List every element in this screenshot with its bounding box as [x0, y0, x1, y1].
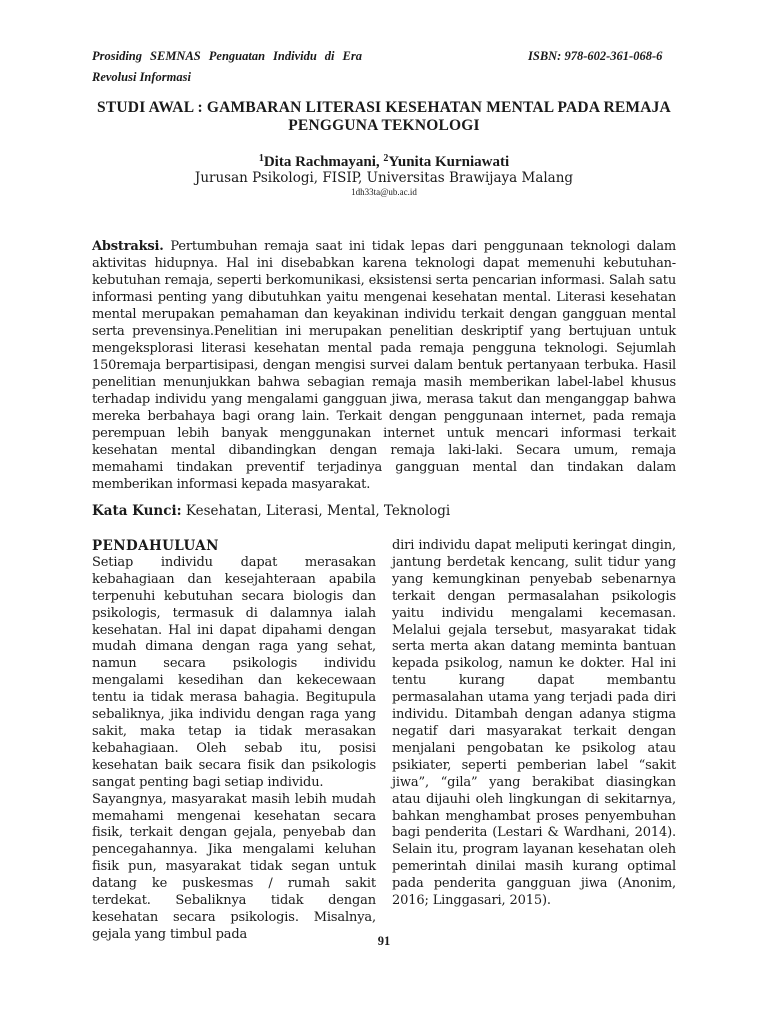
keywords-label: Kata Kunci:: [92, 503, 182, 519]
proceedings-title-line2: Revolusi Informasi: [92, 70, 191, 84]
proceedings-title-line1: Prosiding SEMNAS Penguatan Individu di Era: [92, 49, 362, 63]
affiliation: Jurusan Psikologi, FISIP, Universitas Brawijaya Malang: [194, 170, 574, 186]
intro-paragraph-continued: diri individu dapat meliputi keringat dingin, jantung berdetak kencang, sulit tidur yang yang kemungkinan penyebab sebenarnya terkait dengan permasalahan psikologis yaitu individu mengalami kecemasan. Melalui gejala tersebut, masyarakat tidak serta merta akan datang meminta bantuan kepada psikolog, namun ke dokter. Hal ini tentu kurang dapat membantu permasalahan utama yang terjadi pada diri individu. Ditambah dengan adanya stigma negatif dari masyarakat terkait dengan menjalani pengobatan ke psikolog atau psikiater, seperti pemberian label “sakit jiwa”, “gila” yang berakibat diasingkan atau dijauhi oleh lingkungan di sekitarnya, bahkan menghambat proses penyembuhan bagi penderita (Lestari & Wardhani, 2014). Selain itu, program layanan kesehatan oleh pemerintah dinilai masih kurang optimal pada penderita gangguan jiwa (Anonim, 2016; Linggasari, 2015).: [392, 538, 676, 909]
author1-name: Dita Rachmayani,: [263, 154, 384, 170]
right-column: [392, 538, 676, 910]
author-email: 1dh33ta@ub.ac.id: [351, 187, 417, 197]
intro-paragraph-1: Setiap individu dapat merasakan kebahagiaan dan kesejahteraan apabila terpenuhi kebutuhan secara biologis dan psikologis, termasuk di dalamnya ialah kesehatan. Hal ini dapat dipahami dengan mudah dimana dengan raga yang sehat, namun secara psikologis individu mengalami kesedihan dan kekecewaan tentu ia tidak merasa bahagia. Begitupula sebaliknya, jika individu dengan raga yang sakit, maka tetap ia tidak merasakan kebahagiaan. Oleh sebab itu, posisi kesehatan baik secara fisik dan psikologis sangat penting bagi setiap individu.: [92, 554, 376, 790]
author1-superscript: 1: [258, 153, 264, 164]
proceedings-header: [92, 46, 362, 88]
left-column: [92, 538, 376, 944]
author-list: [92, 150, 676, 171]
abstract-block: [92, 238, 676, 493]
paper-title: [92, 99, 676, 135]
author2-superscript: 2: [383, 153, 389, 164]
abstract-label: Abstraksi.: [92, 239, 164, 254]
keywords-block: [92, 502, 676, 520]
section-heading-pendahuluan: PENDAHULUAN: [92, 538, 219, 554]
page-number: 91: [377, 934, 391, 948]
title-line1: STUDI AWAL : GAMBARAN LITERASI KESEHATAN MENTAL PADA REMAJA: [97, 99, 671, 116]
keywords-text: Kesehatan, Literasi, Mental, Teknologi: [181, 503, 451, 519]
isbn-label: ISBN: 978-602-361-068-6: [528, 49, 663, 63]
intro-paragraph-2: Sayangnya, masyarakat masih lebih mudah memahami mengenai kesehatan secara fisik, terkait dengan gejala, penyebab dan pencegahannya. Jika mengalami keluhan fisik pun, masyarakat tidak segan untuk datang ke puskesmas / rumah sakit terdekat. Sebaliknya tidak dengan kesehatan secara psikologis. Misalnya, gejala yang timbul pada: [92, 791, 376, 942]
author2-name: Yunita Kurniawati: [388, 154, 510, 170]
abstract-text: Pertumbuhan remaja saat ini tidak lepas dari penggunaan teknologi dalam aktivitas hidupnya. Hal ini disebabkan karena teknologi dapat memenuhi kebutuhan-kebutuhan remaja, seperti berkomunikasi, eksistensi serta pencarian informasi. Salah satu informasi penting yang dibutuhkan yaitu mengenai kesehatan mental. Literasi kesehatan mental merupakan pemahaman dan keyakinan individu terkait dengan gangguan mental serta prevensinya.Penelitian ini merupakan penelitian deskriptif yang bertujuan untuk mengeksplorasi literasi kesehatan mental pada remaja pengguna teknologi. Sejumlah 150remaja berpartisipasi, dengan mengisi survei dalam bentuk pertanyaan terbuka. Hasil penelitian menunjukkan bahwa sebagian remaja masih memberikan label-label khusus terhadap individu yang mengalami gangguan jiwa, merasa takut dan menganggap bahwa mereka berbahaya bagi orang lain. Terkait dengan penggunaan internet, pada remaja perempuan lebih banyak menggunakan internet untuk mencari informasi terkait kesehatan mental dibandingkan dengan remaja laki-laki. Secara umum, remaja memahami tindakan preventif terjadinya gangguan mental dan tindakan dalam memberikan informasi kepada masyarakat.: [92, 239, 676, 492]
title-line2: PENGGUNA TEKNOLOGI: [288, 117, 480, 134]
